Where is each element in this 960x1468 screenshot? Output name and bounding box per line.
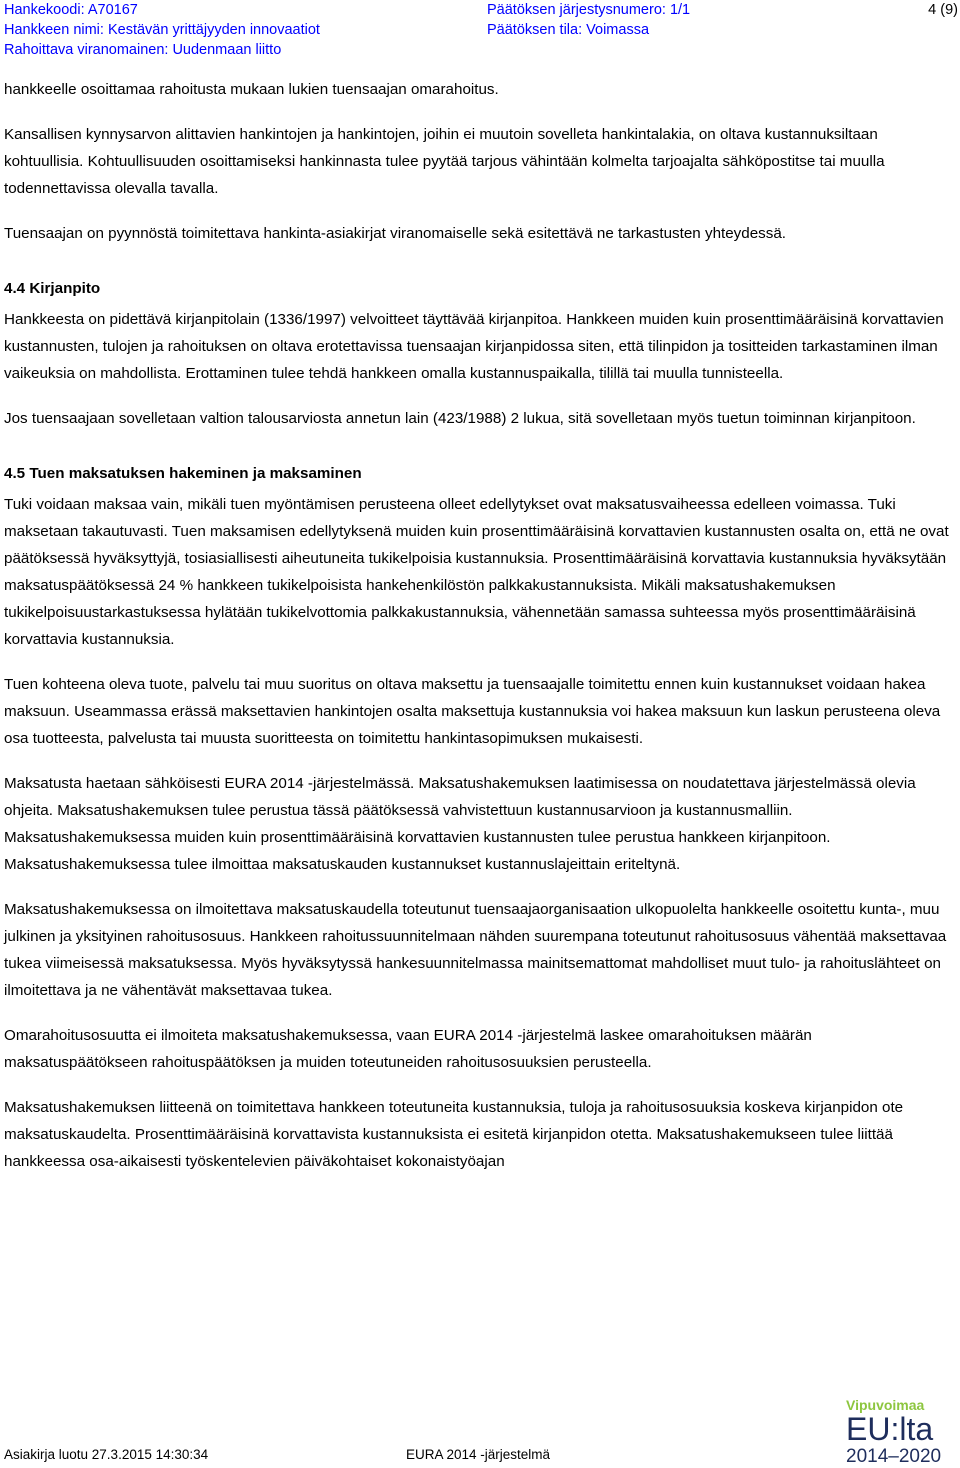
decision-number: Päätöksen järjestysnumero: 1/1 — [487, 2, 691, 18]
project-code: Hankekoodi: A70167 — [4, 2, 138, 18]
page-header — [4, 0, 958, 62]
section-heading-4-4: 4.4 Kirjanpito — [4, 280, 101, 297]
logo-tagline: Vipuvoimaa — [846, 1397, 925, 1413]
logo-period: 2014–2020 — [846, 1446, 942, 1466]
logo-eu: EU:lta — [846, 1411, 934, 1447]
header-left — [4, 0, 320, 60]
paragraph-own-funding: hankkeelle osoittamaa rahoitusta mukaan lukien tuensaajan omarahoitus. — [4, 81, 499, 98]
project-name: Hankkeen nimi: Kestävän yrittäjyyden innovaatiot — [4, 22, 320, 38]
document-created: Asiakirja luotu 27.3.2015 14:30:34 — [4, 1447, 209, 1462]
paragraph-eura-application: Maksatusta haetaan sähköisesti EURA 2014 -järjestelmässä. Maksatushakemuksen laatimisessa on noudatettava järjestelmässä olevia ohjeita. Maksatushakemuksen tulee perustua tässä päätöksessä vahvistettuun kustannusarvioon ja kustannusmalliin. Maksatushakemuksessa muiden kuin prosenttimääräisinä korvattavien kustannusten tulee perustua hankkeen kirjanpitoon. Maksatushakemuksessa tulee ilmoittaa maksatuskauden kustannukset kustannuslajeittain eriteltynä. — [4, 775, 916, 873]
header-middle — [487, 0, 690, 40]
paragraph-attachments: Maksatushakemuksen liitteenä on toimitettava hankkeen toteutuneita kustannuksia, tuloja ja rahoitusosuuksia koskeva kirjanpidon ote maksatuskaudelta. Prosenttimääräisinä korvattavista kustannuksista ei esitetä kirjanpidon otetta. Maksatushakemukseen tulee liittää hankkeessa osa-aikaisesti työskentelevien päiväkohtaiset kokonaistyöajan — [4, 1099, 904, 1170]
paragraph-procurement: Kansallisen kynnysarvon alittavien hankintojen ja hankintojen, joihin ei muutoin sovelleta hankintalakia, on oltava kustannuksiltaan kohtuullisia. Kohtuullisuuden osoittamiseksi hankinnasta tulee pyytää tarjous vähintään kolmelta tarjoajalta sähköpostitse tai muulla todennettavissa olevalla tavalla. — [4, 126, 885, 197]
paragraph-bookkeeping: Hankkeesta on pidettävä kirjanpitolain (1336/1997) velvoitteet täyttävää kirjanpitoa. Hankkeen muiden kuin prosenttimääräisinä korvattavien kustannusten, tulojen ja rahoituksen on oltava erotettavissa tuensaajan kirjanpidossa siten, että tilinpidon ja tositteiden tarkastaminen ilman vaikeuksia on mahdollista. Erottaminen tulee tehdä hankkeen omalla kustannuspaikalla, tilillä tai muulla tunnisteella. — [4, 311, 944, 382]
paragraph-payment-conditions: Tuki voidaan maksaa vain, mikäli tuen myöntämisen perusteena olleet edellytykset ovat maksatusvaiheessa edelleen voimassa. Tuki maksetaan takautuvasti. Tuen maksamisen edellytyksenä muiden kuin prosenttimääräisinä korvattavien kustannusten osalta on, että ne ovat päätöksessä hyväksyttyjä, tosiasiallisesti aiheutuneita tukikelpoisia kustannuksia. Prosenttimääräisinä korvattavia kustannuksia hyväksytään maksatuspäätöksessä 24 % hankkeen tukikelpoisista hankehenkilöstön palkkakustannuksista. Mikäli maksatushakemuksen tukikelpoisuustarkastuksessa hylätään tukikelvottomia palkkakustannuksia, vähennetään samassa suhteessa myös prosenttimääräisinä korvattavia kustannuksia. — [4, 496, 949, 648]
decision-status: Päätöksen tila: Voimassa — [487, 22, 650, 38]
page-number: 4 (9) — [928, 2, 958, 18]
section-heading-4-5: 4.5 Tuen maksatuksen hakeminen ja maksaminen — [4, 465, 362, 482]
paragraph-external-funding: Maksatushakemuksessa on ilmoitettava maksatuskaudella toteutunut tuensaajaorganisaation ulkopuolelta hankkeelle osoitettu kunta-, muu julkinen ja yksityinen rahoitusosuus. Hankkeen rahoitussuunnitelmaan nähden suurempana toteutunut rahoitusosuus vähentää maksettavaa tukea viimeisessä maksatuksessa. Myös hyväksytyssä hankesuunnitelmassa mainitsemattomat mahdolliset muut tulo- ja rahoituslähteet on ilmoitettava ja ne vähentävät maksettavaa tukea. — [4, 901, 947, 999]
paragraph-own-funding-calc: Omarahoitusosuutta ei ilmoiteta maksatushakemuksessa, vaan EURA 2014 -järjestelmä laskee omarahoituksen määrän maksatuspäätökseen rahoituspäätöksen ja muiden toteutuneiden rahoitusosuuksien perusteella. — [4, 1027, 812, 1071]
system-name: EURA 2014 -järjestelmä — [406, 1447, 551, 1462]
document-body — [4, 76, 956, 1193]
paragraph-budget-law: Jos tuensaajaan sovelletaan valtion talousarviosta annetun lain (423/1988) 2 lukua, sitä sovelletaan myös tuetun toiminnan kirjanpitoon. — [4, 410, 916, 427]
funding-authority: Rahoittava viranomainen: Uudenmaan liitto — [4, 42, 282, 58]
eu-funding-logo — [842, 1396, 956, 1466]
paragraph-payment-timing: Tuen kohteena oleva tuote, palvelu tai muu suoritus on oltava maksettu ja tuensaajalle toimitettu ennen kuin kustannukset voidaan hakea maksuun. Useammassa erässä maksettavien hankintojen osalta maksettuja kustannuksia voi hakea maksuun kun laskun perusteena oleva osa tuotteesta, palvelusta tai muusta suoritteesta on toimitettu hankintasopimuksen mukaisesti. — [4, 676, 941, 747]
paragraph-procurement-documents: Tuensaajan on pyynnöstä toimitettava hankinta-asiakirjat viranomaiselle sekä esitettävä ne tarkastusten yhteydessä. — [4, 225, 787, 242]
